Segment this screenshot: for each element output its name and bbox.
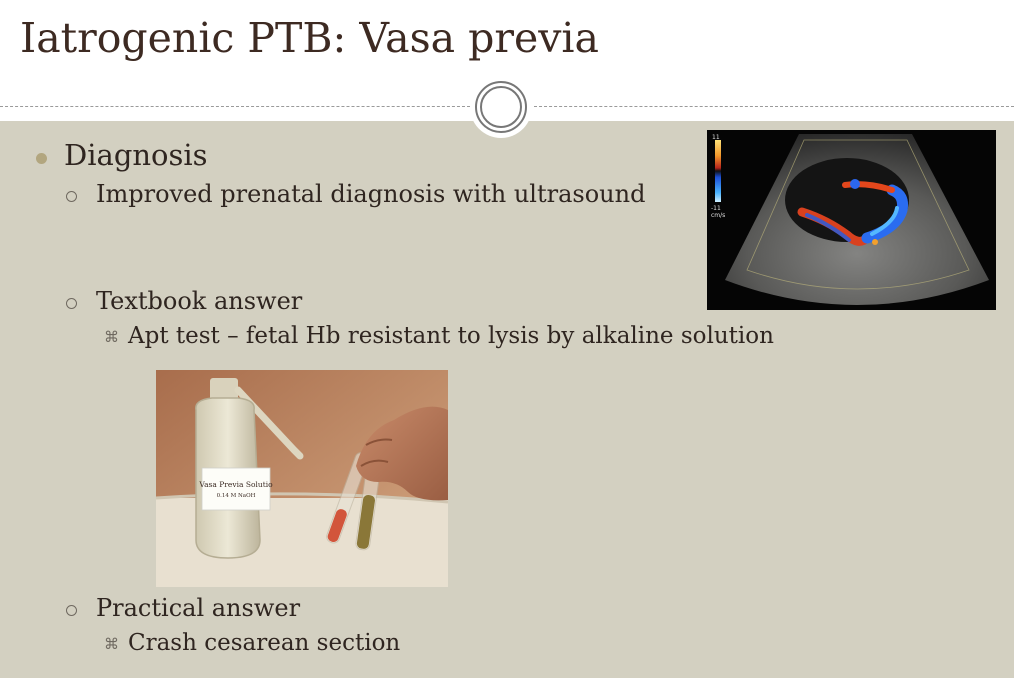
title-divider-right xyxy=(534,106,1014,107)
hollow-circle-bullet-icon xyxy=(66,605,77,616)
divider-ring-ornament xyxy=(470,76,532,138)
bullet-apt-test: Apt test – fetal Hb resistant to lysis by alkaline solution xyxy=(128,323,774,349)
scale-unit-label: cm/s xyxy=(711,212,726,219)
bullet-improved-prenatal-diagnosis: Improved prenatal diagnosis with ultrasound xyxy=(96,180,646,208)
ultrasound-graphic xyxy=(707,130,996,310)
bottle-label-line2: 0.14 M NaOH xyxy=(216,493,256,499)
x-mark-bullet-icon: ⌘ xyxy=(104,328,119,346)
scale-top-label: 11 xyxy=(712,134,720,141)
bullet-crash-cesarean: Crash cesarean section xyxy=(128,630,401,656)
bullet-practical-answer: Practical answer xyxy=(96,594,301,622)
x-mark-bullet-icon: ⌘ xyxy=(104,635,119,653)
doppler-ultrasound-image xyxy=(707,130,996,310)
bullet-diagnosis: Diagnosis xyxy=(64,138,208,172)
slide-title: Iatrogenic PTB: Vasa previa xyxy=(20,14,599,62)
filled-circle-bullet-icon xyxy=(36,153,47,164)
hollow-circle-bullet-icon xyxy=(66,191,77,202)
hollow-circle-bullet-icon xyxy=(66,298,77,309)
title-divider-left xyxy=(0,106,470,107)
bullet-textbook-answer: Textbook answer xyxy=(96,287,303,315)
apt-test-graphic xyxy=(156,370,448,587)
apt-test-photo xyxy=(156,370,448,587)
bottle-label-line1: Vasa Previa Solutio xyxy=(199,480,273,489)
ring-inner xyxy=(480,86,522,128)
scale-bottom-label: -11 xyxy=(711,205,721,212)
